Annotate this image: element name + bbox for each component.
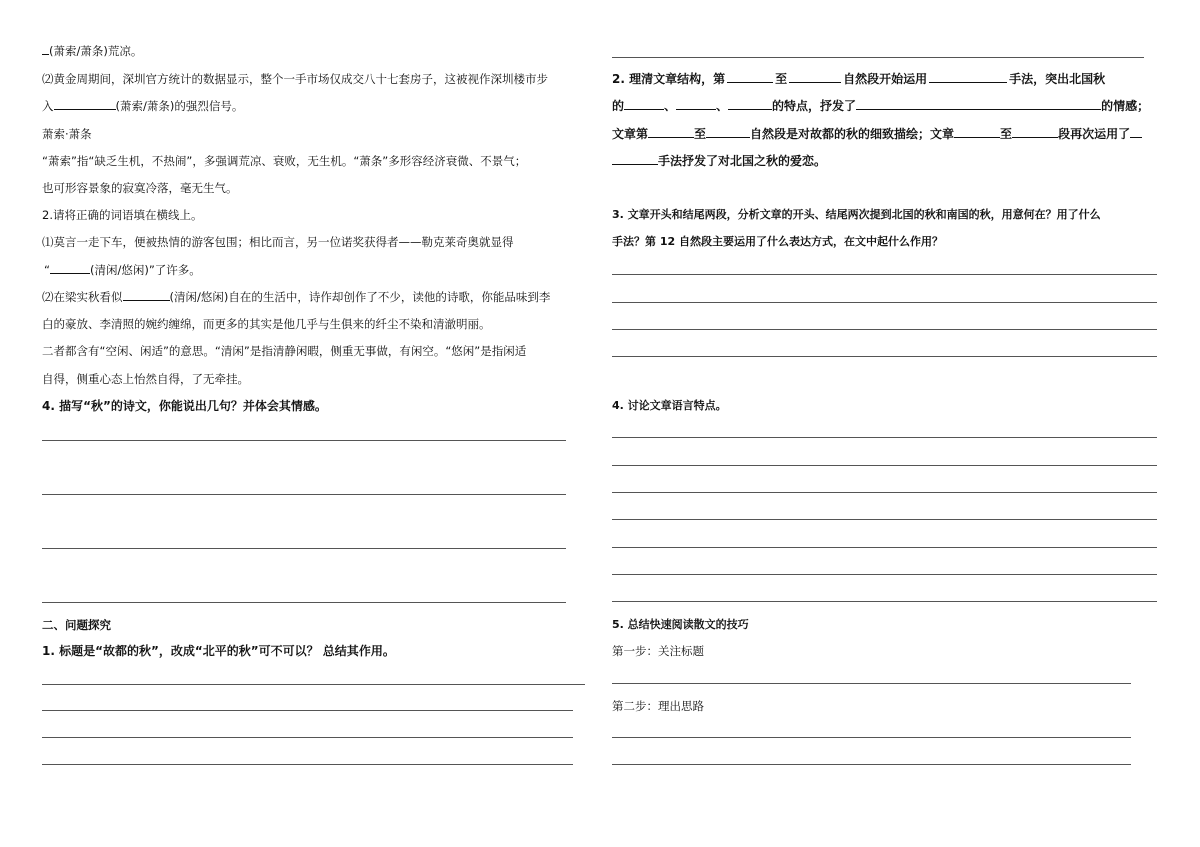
explanation-line-2: 也可形容景象的寂寞冷落，毫无生气。 xyxy=(42,181,238,195)
answer-line[interactable] xyxy=(42,494,566,495)
answer-line[interactable] xyxy=(612,57,1144,58)
answer-line[interactable] xyxy=(612,465,1157,466)
exercise-line-2: ⑵黄金周期间，深圳官方统计的数据显示，整个一手市场仅成交八十七套房子，这被视作深圳楼市步 xyxy=(42,72,548,86)
blank[interactable] xyxy=(42,43,49,55)
explanation-line-3: 二者都含有“空闲、闲适”的意思。“清闲”是指清静闲暇，侧重无事做，有闲空。“悠闲”是指闲适 xyxy=(42,344,527,358)
answer-line[interactable] xyxy=(42,737,573,738)
answer-line[interactable] xyxy=(612,683,1131,684)
answer-line[interactable] xyxy=(612,547,1157,548)
explanation-line-1: “萧索”指“缺乏生机，不热闹”，多强调荒凉、衰败，无生机。“萧条”多形容经济衰微、不景气； xyxy=(42,154,527,168)
blank[interactable] xyxy=(954,126,1000,138)
step-2-label: 第二步：理出思路 xyxy=(612,699,704,713)
fill-line-1: (萧索/萧条)荒凉。 xyxy=(42,43,142,59)
question-1-title: 1. 标题是“故都的秋”，改成“北平的秋”可不可以？ 总结其作用。 xyxy=(42,644,395,658)
blank[interactable] xyxy=(789,71,841,83)
blank[interactable] xyxy=(929,71,1007,83)
answer-line[interactable] xyxy=(612,302,1157,303)
exercise-line-8: ⑴莫言一走下车，便被热情的游客包围；相比而言，另一位诺奖获得者——勒克莱奇奥就显得 xyxy=(42,235,514,249)
question-3-line-1: 3. 文章开头和结尾两段，分析文章的开头、结尾两次提到北国的秋和南国的秋，用意何在？用了什么 xyxy=(612,208,1101,221)
blank[interactable] xyxy=(856,98,1101,110)
blank[interactable] xyxy=(676,98,716,110)
blank[interactable] xyxy=(612,153,658,165)
answer-line[interactable] xyxy=(42,684,585,685)
blank[interactable] xyxy=(727,71,773,83)
blank[interactable] xyxy=(648,126,694,138)
answer-line[interactable] xyxy=(612,574,1157,575)
answer-line[interactable] xyxy=(612,764,1131,765)
exercise-line-11: 白的豪放、李清照的婉约缠绵，而更多的其实是他几乎与生俱来的纤尘不染和清澈明丽。 xyxy=(42,317,491,331)
blank[interactable] xyxy=(50,262,90,274)
answer-line[interactable] xyxy=(612,737,1131,738)
answer-line[interactable] xyxy=(612,519,1157,520)
question-2-line-3: 文章第 至 自然段是对故都的秋的细致描绘；文章 至 段再次运用了 xyxy=(612,126,1142,142)
answer-line[interactable] xyxy=(612,274,1157,275)
blank[interactable] xyxy=(1012,126,1058,138)
question-2-line-1: 2. 理清文章结构，第 至 自然段开始运用 手法，突出北国秋 xyxy=(612,72,1106,86)
answer-line[interactable] xyxy=(612,329,1157,330)
section-2-heading: 二、问题探究 xyxy=(42,618,111,632)
answer-line[interactable] xyxy=(42,602,566,603)
answer-line[interactable] xyxy=(612,601,1157,602)
fill-line-3: 入 (萧索/萧条)的强烈信号。 xyxy=(42,99,244,113)
explanation-line-4: 自得，侧重心态上怡然自得，了无牵挂。 xyxy=(42,372,249,386)
answer-line[interactable] xyxy=(42,548,566,549)
question-2-line-2: 的 、 、 的特点，抒发了 的情感； xyxy=(612,99,1150,113)
question-3-line-2: 手法？第 12 自然段主要运用了什么表达方式，在文中起什么作用？ xyxy=(612,235,943,248)
blank[interactable] xyxy=(123,289,170,301)
blank[interactable] xyxy=(54,98,116,110)
question-5-title: 5. 总结快速阅读散文的技巧 xyxy=(612,618,749,631)
blank[interactable] xyxy=(624,98,664,110)
question-2-title: 2.请将正确的词语填在横线上。 xyxy=(42,208,203,222)
answer-line[interactable] xyxy=(42,710,573,711)
question-4-left: 4. 描写“秋”的诗文，你能说出几句？并体会其情感。 xyxy=(42,399,327,413)
question-2-line-4: 手法抒发了对北国之秋的爱恋。 xyxy=(612,153,826,169)
step-1-label: 第一步：关注标题 xyxy=(612,644,704,658)
blank[interactable] xyxy=(728,98,772,110)
question-4-right: 4. 讨论文章语言特点。 xyxy=(612,399,727,412)
fill-line-10: ⑵在梁实秋看似 (清闲/悠闲)自在的生活中，诗作却创作了不少，读他的诗歌，你能品味到李 xyxy=(42,290,551,304)
word-pair-title: 萧索·萧条 xyxy=(42,127,92,141)
blank[interactable] xyxy=(706,126,750,138)
answer-line[interactable] xyxy=(42,764,573,765)
answer-line[interactable] xyxy=(612,356,1157,357)
fill-line-9: “ (清闲/悠闲)”了许多。 xyxy=(44,263,201,277)
answer-line[interactable] xyxy=(612,437,1157,438)
answer-line[interactable] xyxy=(42,440,566,441)
blank[interactable] xyxy=(1130,126,1142,138)
answer-line[interactable] xyxy=(612,492,1157,493)
